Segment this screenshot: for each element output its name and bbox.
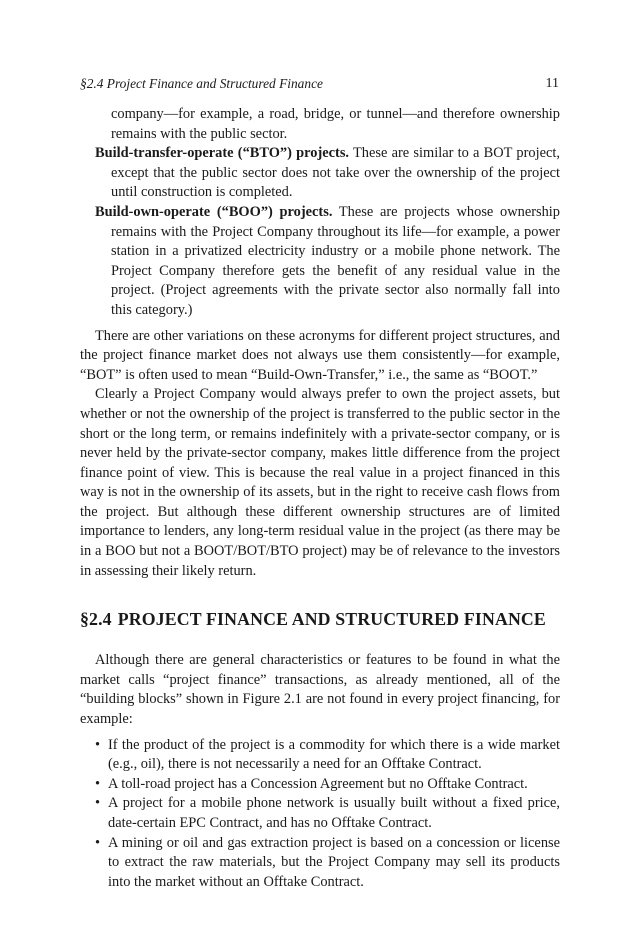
list-item — [80, 794, 560, 833]
section-intro-paragraph: Although there are general characteristics or features to be found in what the market calls “project finance” transactions, as already mentioned, all of the “building blocks” shown in Figure 2.1 are not found in every project financing, for example: — [80, 652, 560, 728]
list-item — [80, 834, 560, 893]
running-header — [80, 74, 560, 94]
section-title: PROJECT FINANCE AND STRUCTURED FINANCE — [117, 609, 546, 630]
paragraph-ownership: Clearly a Project Company would always prefer to own the project assets, but whether or not the ownership of the project is transferred to the public sector in the short or the long term, or remains indefinitely with a private-sector company, or is never held by the private-sector company, makes little difference from the project finance point of view. This is because the real value in a project financed in this way is not in the ownership of its assets, but in the right to receive cash flows from the project. But although these different ownership structures are of limited importance to lenders, any long-term residual value in the project (as there may be in a BOO but not a BOOT/BOT/BTO project) may be of relevance to the investors in assessing their likely return. — [80, 386, 560, 579]
bullet-icon: • — [95, 775, 101, 792]
running-header-title: §2.4 Project Finance and Structured Finance — [80, 76, 323, 91]
definition-text-boo: These are projects whose ownership remains with the Project Company throughout its life—for example, a power station in a privatized electricity industry or a mobile phone network. The Project Company therefore gets the benefit of any residual value in the project. (Project agreements with the private sector also normally fall into this category.) — [111, 203, 560, 318]
list-item-text: If the product of the project is a commodity for which there is a wide market (e.g., oil), there is not necessarily a need for an Offtake Contract. — [108, 736, 560, 773]
list-item-text: A mining or oil and gas extraction project is based on a concession or license to extract the raw materials, but the Project Company may sell its products into the market without an Offtake Contract. — [108, 834, 560, 890]
section-number: §2.4 — [80, 609, 112, 630]
definition-term-bto: Build-transfer-operate (“BTO”) projects. — [95, 145, 350, 162]
section-heading — [80, 608, 560, 630]
definition-term-boo: Build-own-operate (“BOO”) projects. — [95, 203, 333, 220]
bullet-icon: • — [95, 834, 101, 851]
list-item — [80, 775, 560, 795]
list-item — [80, 736, 560, 775]
definition-boo — [80, 203, 560, 321]
page-body — [80, 105, 560, 892]
paragraph-acronym-variations: There are other variations on these acronyms for different project structures, and the project finance market does not always use them consistently—for example, “BOT” is often used to mean “Build-Own-Transfer,” i.e., the same as “BOOT.” — [80, 327, 560, 383]
definition-text-bto: These are similar to a BOT project, except that the public sector does not take over the ownership of the project until construction is completed. — [111, 145, 560, 201]
list-item-text: A toll-road project has a Concession Agreement but no Offtake Contract. — [108, 775, 528, 792]
continued-definition-text: company—for example, a road, bridge, or tunnel—and therefore ownership remains with the public sector. — [111, 106, 560, 142]
definition-bto — [80, 144, 560, 203]
bullet-icon: • — [95, 795, 101, 812]
page-number: 11 — [545, 76, 559, 91]
list-item-text: A project for a mobile phone network is usually built without a fixed price, date-certain EPC Contract, and has no Offtake Contract. — [108, 795, 560, 831]
bullet-list — [80, 736, 560, 893]
bullet-icon: • — [95, 736, 101, 753]
